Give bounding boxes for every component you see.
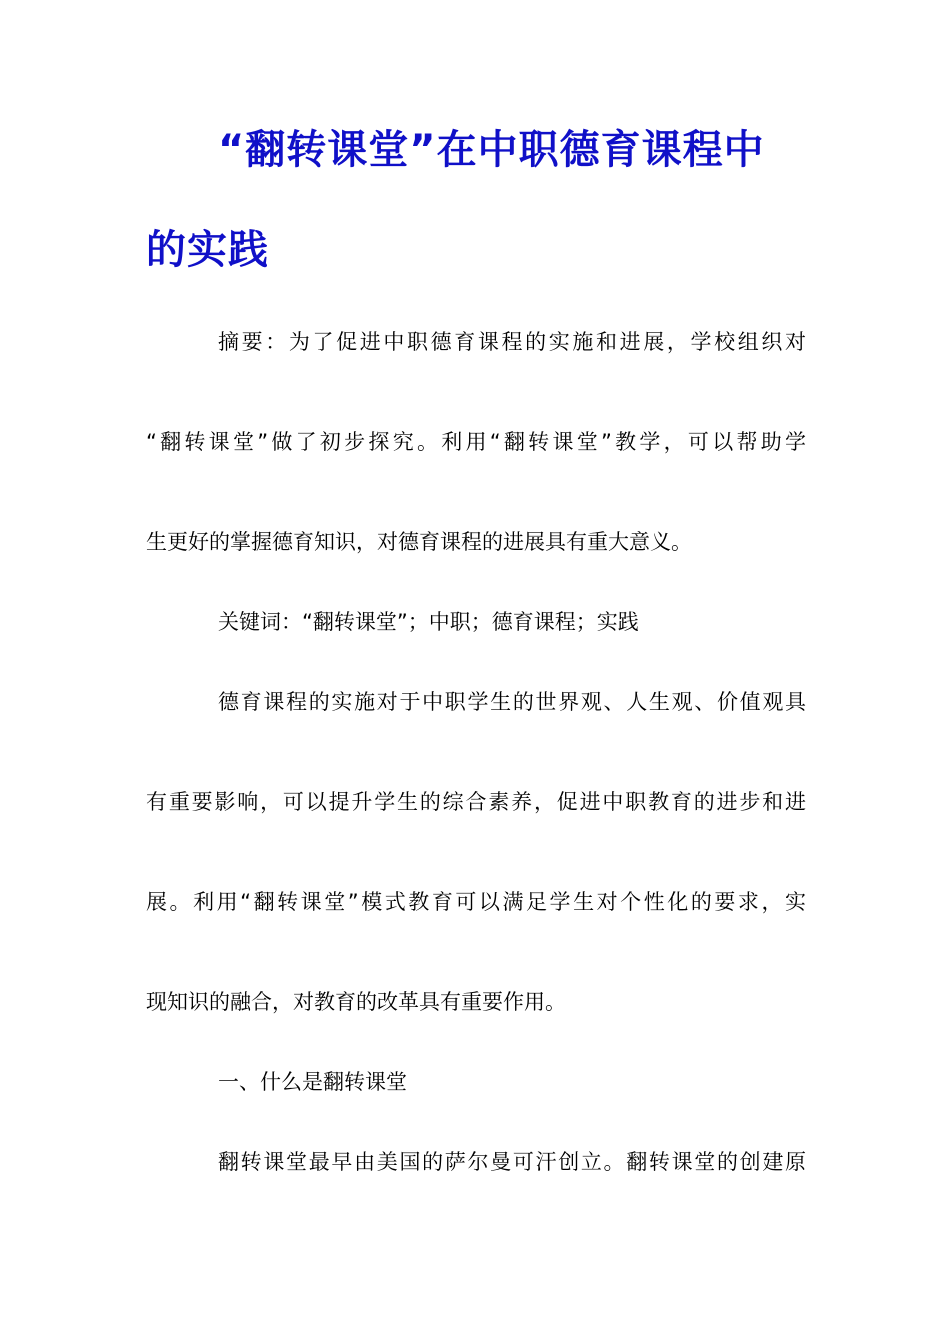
abstract-line-3: 生更好的掌握德育知识，对德育课程的进展具有重大意义。: [146, 530, 692, 554]
document-title-line-2: 的实践: [146, 227, 269, 273]
abstract-line-2: “翻转课堂”做了初步探究。利用“翻转课堂”教学，可以帮助学: [146, 430, 806, 454]
body-paragraph-1-line-4: 现知识的融合，对教育的改革具有重要作用。: [146, 990, 566, 1014]
document-title-line-1: “翻转课堂”在中职德育课程中: [218, 127, 765, 173]
keywords-line: 关键词：“翻转课堂”；中职；德育课程；实践: [218, 610, 639, 634]
section-heading-1: 一、什么是翻转课堂: [218, 1070, 407, 1094]
abstract-line-1: 摘要：为了促进中职德育课程的实施和进展，学校组织对: [218, 330, 806, 354]
body-paragraph-1-line-1: 德育课程的实施对于中职学生的世界观、人生观、价值观具: [218, 690, 806, 714]
body-paragraph-2-line-1: 翻转课堂最早由美国的萨尔曼可汗创立。翻转课堂的创建原: [218, 1150, 806, 1174]
body-paragraph-1-line-3: 展。利用“翻转课堂”模式教育可以满足学生对个性化的要求，实: [146, 890, 806, 914]
body-paragraph-1-line-2: 有重要影响，可以提升学生的综合素养，促进中职教育的进步和进: [146, 790, 806, 814]
